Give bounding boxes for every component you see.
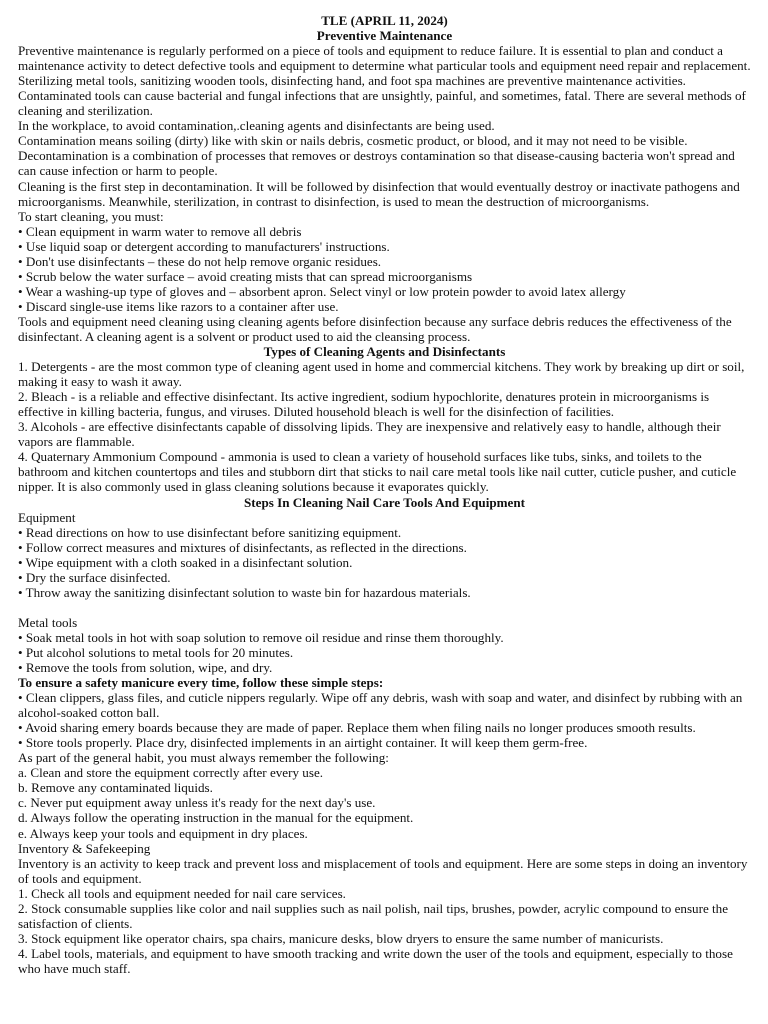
bullet-item: • Scrub below the water surface – avoid creating mists that can spread microorganisms: [18, 268, 473, 284]
bullet-item: • Wear a washing-up type of gloves and – absorbent apron. Select vinyl or low protein powder to avoid latex allergy: [18, 283, 626, 299]
bullet-item: • Discard single-use items like razors to a container after use.: [18, 298, 339, 314]
paragraph: Inventory & Safekeeping: [18, 840, 151, 856]
numbered-item: 3. Alcohols - are effective disinfectants capable of dissolving lipids. They are inexpensive and relatively easy to handle, although their vapors are flammable.: [18, 419, 721, 450]
paragraph: Preventive maintenance is regularly performed on a piece of tools and equipment to reduce failure. It is essential to plan and conduct a maintenance activity to detect defective tools and equipment to determine what particular tools and equipment need repair and replacement.: [18, 43, 751, 74]
document-body: [18, 28, 751, 976]
section-heading: Types of Cleaning Agents and Disinfectants: [263, 344, 506, 360]
bullet-item: • Throw away the sanitizing disinfectant solution to waste bin for hazardous materials.: [18, 584, 471, 600]
document-title: TLE (APRIL 11, 2024): [321, 13, 448, 28]
bullet-item: • Follow correct measures and mixtures of disinfectants, as reflected in the directions.: [18, 539, 467, 555]
paragraph: Cleaning is the first step in decontamination. It will be followed by disinfection that would eventually destroy or inactivate pathogens and microorganisms. Meanwhile, sterilization, in contrast to disinfection, is used to mean the destruction of microorganisms.: [18, 178, 740, 209]
bold-paragraph: To ensure a safety manicure every time, follow these simple steps:: [18, 675, 384, 691]
paragraph: As part of the general habit, you must always remember the following:: [18, 750, 389, 766]
numbered-item: 2. Stock consumable supplies like color and nail supplies such as nail polish, nail tips, brushes, powder, acrylic compound to ensure the satisfaction of clients.: [18, 900, 729, 931]
paragraph: Metal tools: [18, 614, 78, 630]
bullet-item: • Don't use disinfectants – these do not help remove organic residues.: [18, 253, 382, 269]
numbered-item: 4. Label tools, materials, and equipment to have smooth tracking and write down the user of the tools and equipment, especially to those who have much staff.: [18, 945, 733, 976]
bullet-item: • Avoid sharing emery boards because they are made of paper. Replace them when filing nails no longer produces smooth results.: [18, 720, 696, 736]
bullet-item: • Store tools properly. Place dry, disinfected implements in an airtight container. It will keep them germ-free.: [18, 735, 588, 751]
lettered-item: e. Always keep your tools and equipment in dry places.: [18, 825, 308, 841]
blank-line: [18, 600, 751, 615]
bullet-item: • Clean equipment in warm water to remove all debris: [18, 223, 302, 239]
numbered-item: 3. Stock equipment like operator chairs, spa chairs, manicure desks, blow dryers to ensure the same number of manicurists.: [18, 930, 664, 946]
lettered-item: d. Always follow the operating instruction in the manual for the equipment.: [18, 810, 414, 826]
bullet-item: • Dry the surface disinfected.: [18, 569, 171, 585]
paragraph: Inventory is an activity to keep track and prevent loss and misplacement of tools and equipment. Here are some steps in doing an inventory of tools and equipment.: [18, 855, 748, 886]
bullet-item: • Use liquid soap or detergent according to manufacturers' instructions.: [18, 238, 390, 254]
section-heading: Steps In Cleaning Nail Care Tools And Equipment: [244, 494, 525, 510]
numbered-item: 1. Check all tools and equipment needed for nail care services.: [18, 885, 346, 901]
paragraph: Contamination means soiling (dirty) like with skin or nails debris, cosmetic product, or blood, and it may not need to be visible. Decontamination is a combination of processes that removes or destroys contamination so that disease-causing bacteria won't spread and can cause infection or harm to people.: [18, 133, 735, 179]
bullet-item: • Put alcohol solutions to metal tools for 20 minutes.: [18, 644, 294, 660]
bullet-item: • Clean clippers, glass files, and cuticle nippers regularly. Wipe off any debris, wash with soap and water, and disinfect by rubbing with an alcohol-soaked cotton ball.: [18, 690, 743, 721]
lettered-item: c. Never put equipment away unless it's ready for the next day's use.: [18, 795, 376, 811]
paragraph: In the workplace, to avoid contamination,.cleaning agents and disinfectants are being used.: [18, 118, 495, 134]
bullet-item: • Wipe equipment with a cloth soaked in a disinfectant solution.: [18, 554, 353, 570]
bullet-item: • Read directions on how to use disinfectant before sanitizing equipment.: [18, 524, 402, 540]
paragraph: To start cleaning, you must:: [18, 208, 164, 224]
lettered-item: a. Clean and store the equipment correctly after every use.: [18, 765, 324, 781]
paragraph: Tools and equipment need cleaning using cleaning agents before disinfection because any surface debris reduces the effectiveness of the disinfectant. A cleaning agent is a solvent or product used to aid the cleansing process.: [18, 313, 732, 344]
numbered-item: 1. Detergents - are the most common type of cleaning agent used in home and commercial kitchens. They work by breaking up dirt or soil, making it easy to wash it away.: [18, 359, 745, 390]
section-heading: Preventive Maintenance: [316, 28, 453, 44]
bullet-item: • Soak metal tools in hot with soap solution to remove oil residue and rinse them thoroughly.: [18, 629, 504, 645]
numbered-item: 2. Bleach - is a reliable and effective disinfectant. Its active ingredient, sodium hypochlorite, denatures protein in microorganisms is effective in killing bacteria, fungus, and viruses. Diluted household bleach is well for the disinfection of facilities.: [18, 389, 710, 420]
bullet-item: • Remove the tools from solution, wipe, and dry.: [18, 660, 273, 676]
paragraph: Sterilizing metal tools, sanitizing wooden tools, disinfecting hand, and foot spa machines are preventive maintenance activities. Contaminated tools can cause bacterial and fungal infections that are unsightly, painful, and sometimes, fatal. There are several methods of cleaning and sterilization.: [18, 73, 746, 119]
paragraph: Equipment: [18, 509, 76, 525]
lettered-item: b. Remove any contaminated liquids.: [18, 780, 213, 796]
numbered-item: 4. Quaternary Ammonium Compound - ammonia is used to clean a variety of household surfaces like tubs, sinks, and toilets to the bathroom and kitchen countertops and tiles and stubborn dirt that sticks to nail care metal tools like nail cutter, cuticle pusher, and cuticle nipper. It is also commonly used in glass cleaning solutions because it evaporates quickly.: [18, 449, 737, 495]
